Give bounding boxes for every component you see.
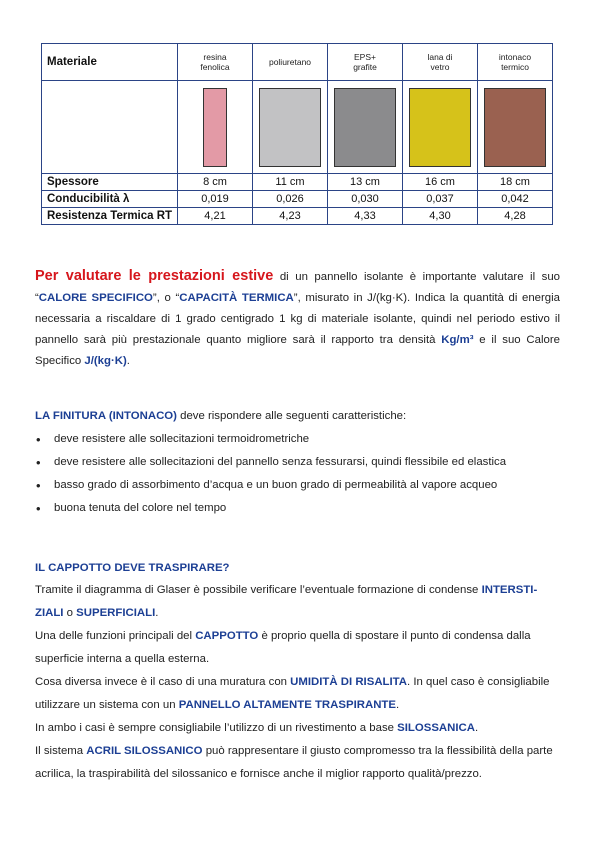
coat-text: Il sistema — [35, 745, 87, 757]
umidita-risalita-term: UMIDITÀ DI RISALITA — [290, 676, 408, 688]
table-row — [42, 208, 553, 225]
material-name-text: EPS+ grafite — [353, 52, 377, 72]
superficiali-term: SUPERFICIALI — [76, 607, 156, 619]
table-cell: 4,28 — [478, 208, 553, 225]
coat-text: . — [475, 722, 479, 734]
table-header-row — [42, 44, 553, 81]
header-label: Materiale — [42, 44, 178, 81]
swatch-row — [42, 81, 553, 174]
table-cell: 16 cm — [403, 174, 478, 191]
coat-text: In ambo i casi è sempre consigliabile l’utilizzo di un rivestimento a base — [35, 722, 398, 734]
swatch-poliuretano — [259, 88, 321, 167]
coat-line — [35, 603, 560, 626]
specific-heat-unit: J/(kg·K) — [84, 355, 127, 367]
coat-section-body — [35, 580, 560, 787]
coat-line — [35, 626, 560, 649]
interstiziali-term: INTERSTI- — [481, 584, 538, 596]
cappotto-term: CAPPOTTO — [195, 630, 259, 642]
table-cell: 11 cm — [253, 174, 328, 191]
coat-text: . — [155, 607, 159, 619]
summer-text: . — [126, 355, 130, 367]
summer-text: di un pannello isolante è importante valutare il suo “ — [35, 271, 561, 304]
table-cell: 0,026 — [253, 191, 328, 208]
summer-text: ”, o “ — [152, 292, 180, 304]
material-name-text: poliuretano — [268, 57, 312, 67]
table-cell: 4,21 — [178, 208, 253, 225]
coat-line: acrilica, la traspirabilità del silossanico e fornisce anche il miglior rapporto qualità/prezzo. — [35, 768, 482, 780]
swatch-lana-di-vetro — [409, 88, 471, 167]
finish-title: LA FINITURA (INTONACO) — [35, 410, 177, 422]
material-name — [328, 44, 403, 81]
table-cell: 8 cm — [178, 174, 253, 191]
acril-silossanico-term: ACRIL SILOSSANICO — [86, 745, 203, 757]
coat-line — [35, 672, 560, 695]
table-cell: 0,042 — [478, 191, 553, 208]
coat-text: Tramite il diagramma di Glaser è possibile verificare l’eventuale formazione di condense — [35, 584, 482, 596]
calore-specifico-term: CALORE SPECIFICO — [38, 292, 153, 304]
material-name-text: resina fenolica — [200, 52, 230, 72]
swatch-intonaco-termico — [484, 88, 546, 167]
finish-requirements-list — [35, 429, 560, 521]
material-name — [253, 44, 328, 81]
summer-text: e il suo Calore Specifico — [35, 334, 560, 367]
table-cell: 4,23 — [253, 208, 328, 225]
coat-line — [35, 718, 560, 741]
capacita-termica-term: CAPACITÀ TERMICA — [179, 292, 294, 304]
material-name — [403, 44, 478, 81]
finish-intro-text: deve rispondere alle seguenti caratteristiche: — [176, 410, 407, 422]
table-row — [42, 191, 553, 208]
finish-intro — [35, 406, 560, 427]
density-unit: Kg/m³ — [441, 334, 474, 346]
swatch-row-label — [42, 81, 178, 174]
table-cell: 0,030 — [328, 191, 403, 208]
coat-text: Una delle funzioni principali del — [35, 630, 196, 642]
table-cell: 0,037 — [403, 191, 478, 208]
coat-line — [35, 741, 560, 764]
materials-table — [41, 43, 553, 225]
coat-line — [35, 580, 560, 603]
summer-performance-paragraph — [35, 266, 560, 372]
table-row — [42, 174, 553, 191]
row-label: Resistenza Termica RT — [42, 208, 178, 225]
coat-text: può rappresentare il giusto compromesso tra la flessibilità della parte — [202, 745, 553, 757]
list-item: • deve resistere alle sollecitazioni del pannello senza fessurarsi, quindi flessibile ed elastica — [35, 452, 560, 475]
coat-text: . In quel caso è consigliabile — [407, 676, 550, 688]
coat-text: Cosa diversa invece è il caso di una muratura con — [35, 676, 291, 688]
material-name — [178, 44, 253, 81]
coat-text: è proprio quella di spostare il punto di condensa dalla — [258, 630, 531, 642]
material-name — [478, 44, 553, 81]
interstiziali-term-end: ZIALI — [35, 607, 64, 619]
coat-section-title: IL CAPPOTTO DEVE TRASPIRARE? — [35, 562, 230, 574]
material-name-text: lana di vetro — [427, 52, 453, 72]
coat-line — [35, 695, 560, 718]
row-label: Conducibilità λ — [42, 191, 178, 208]
swatch-resina-fenolica — [203, 88, 227, 167]
coat-text: . — [395, 699, 400, 711]
summer-lead-heading: Per valutare le prestazioni estive — [35, 268, 274, 284]
coat-line: superficie interna a quella esterna. — [35, 653, 210, 665]
summer-text: ”, misurato in J/(kg·K). Indica la quantità di energia necessaria a riscaldare di 1 grado centigrado 1 kg di materiale isolante, quindi nel periodo estivo il pannello sarà più prestazionale quanto migliore sarà il rapporto tra densità — [35, 292, 561, 346]
silossanica-term: SILOSSANICA — [397, 722, 475, 734]
list-item: • basso grado di assorbimento d’acqua e un buon grado di permeabilità al vapore acqueo — [35, 475, 560, 498]
coat-text: utilizzare un sistema con un — [35, 699, 179, 711]
row-label: Spessore — [42, 174, 178, 191]
table-cell: 13 cm — [328, 174, 403, 191]
table-cell: 18 cm — [478, 174, 553, 191]
table-cell: 4,30 — [403, 208, 478, 225]
coat-text: o — [63, 607, 77, 619]
list-item: • deve resistere alle sollecitazioni termoidrometriche — [35, 429, 560, 452]
material-name-text: intonaco termico — [498, 52, 532, 72]
table-cell: 0,019 — [178, 191, 253, 208]
list-item: • buona tenuta del colore nel tempo — [35, 498, 560, 521]
pannello-traspirante-term: PANNELLO ALTAMENTE TRASPIRANTE — [178, 699, 396, 711]
swatch-eps-grafite — [334, 88, 396, 167]
table-cell: 4,33 — [328, 208, 403, 225]
